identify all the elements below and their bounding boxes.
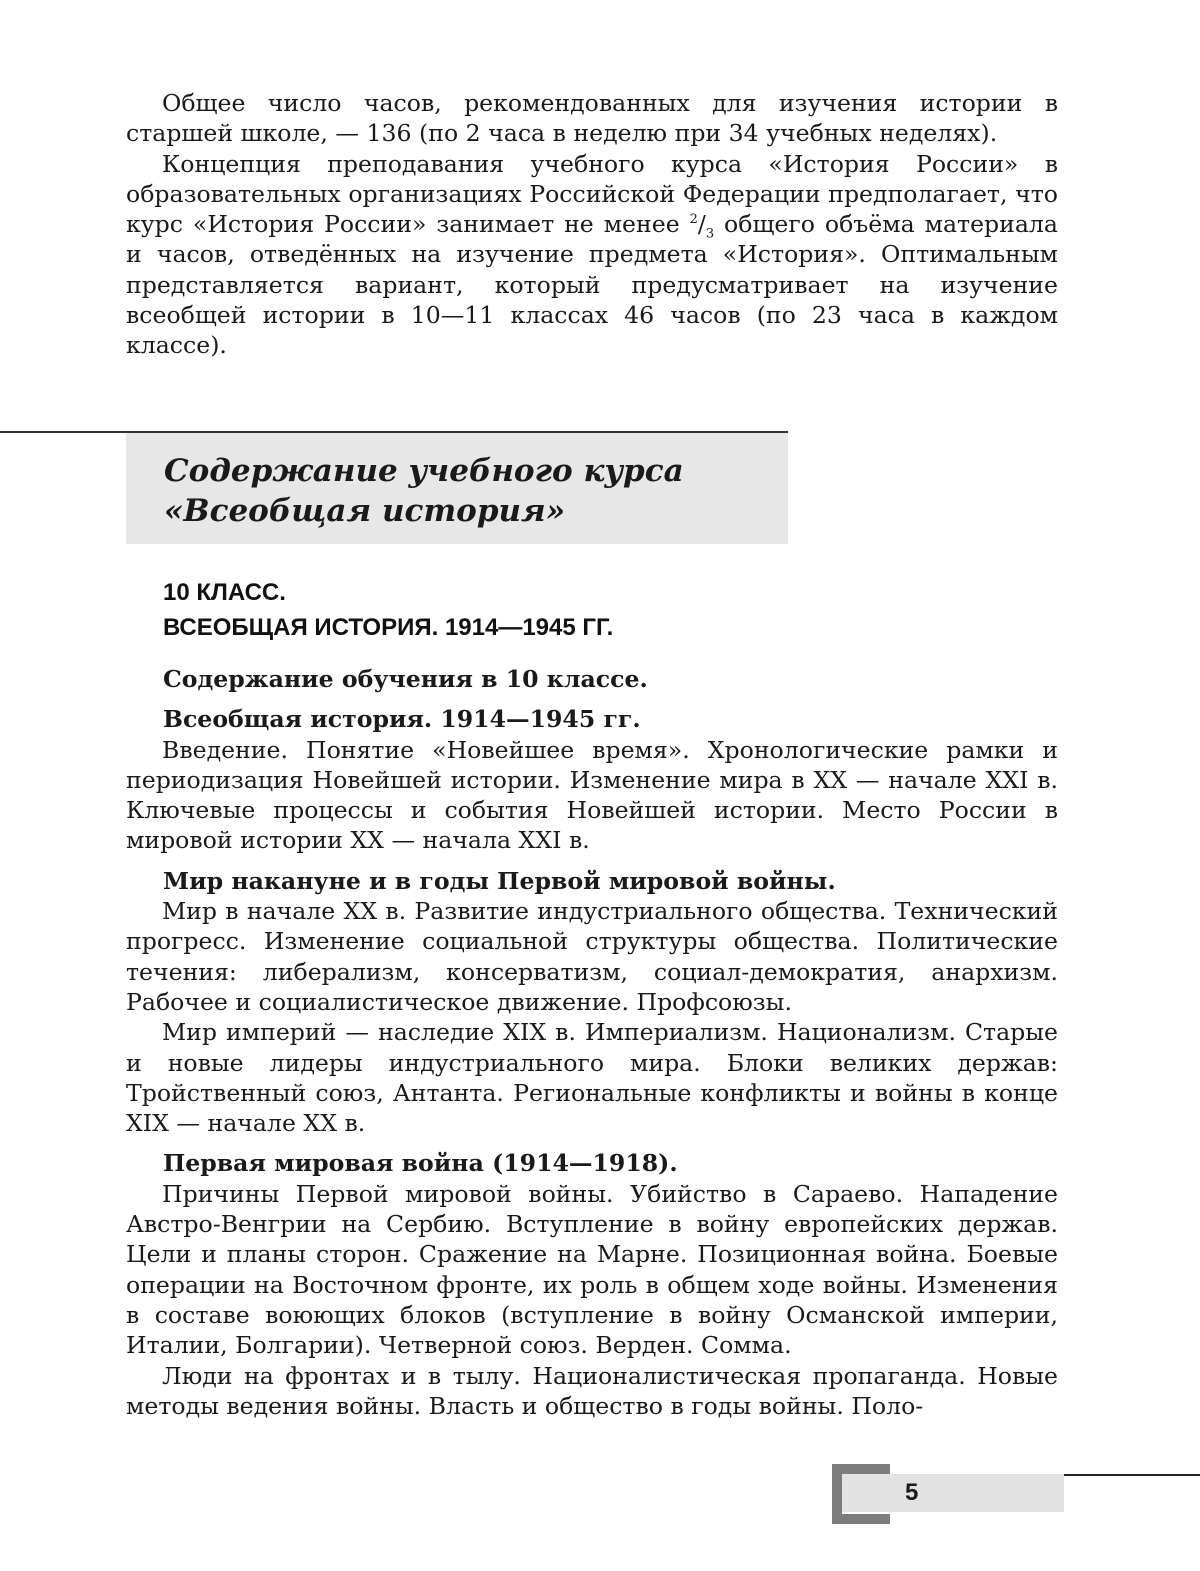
fraction-numerator: 2 <box>689 212 698 228</box>
intro-paragraph-hours: Общее число часов, рекомендованных для изучения истории в старшей школе, — 136 (по 2 часа в неделю при 34 учебных неделях). <box>126 89 1058 148</box>
grade-heading <box>163 575 613 645</box>
paragraph-war-causes: Причины Первой мировой войны. Убийство в Сараево. Нападение Австро-Венгрии на Сербию. Вступление в войну европейских держав. Цели и планы сторон. Сражение на Марне. Позиционная война. Боевые операции на Восточном фронте, их роль в общем ходе войны. Изменения в составе воюющих блоков (вступление в войну Османской империи, Италии, Болгарии). Четверной союз. Верден. Сомма. <box>126 1179 1058 1360</box>
paragraph-world-of-empires: Мир империй — наследие XIX в. Империализм. Национализм. Старые и новые лидеры индустриального мира. Блоки великих держав: Тройственный союз, Антанта. Региональные конфликты и войны в конце XIX — начале XX в. <box>126 1018 1058 1138</box>
heading-general-history: Всеобщая история. 1914—1945 гг. <box>163 705 641 734</box>
grade-heading-line-2: ВСЕОБЩАЯ ИСТОРИЯ. 1914—1945 ГГ. <box>163 614 614 641</box>
heading-world-before-ww1: Мир накануне и в годы Первой мировой войны. <box>163 866 836 895</box>
page-number: 5 <box>905 1479 919 1506</box>
concept-text-start: Концепция преподавания учебного курса «История России» в образовательных организациях Российской Федерации предполагает, что курс «История России» занимает не менее <box>126 149 1058 239</box>
page-number-bracket <box>832 1464 890 1524</box>
section-title-line-2: «Всеобщая история» <box>164 493 566 529</box>
heading-content-grade-10: Содержание обучения в 10 классе. <box>163 665 648 693</box>
paragraph-people-at-war: Люди на фронтах и в тылу. Националистическая пропаганда. Новые методы ведения войны. Власть и общество в годы войны. Поло- <box>126 1361 1058 1420</box>
paragraph-world-early-xx: Мир в начале XX в. Развитие индустриального общества. Технический прогресс. Изменение социальной структуры общества. Политические течения: либерализм, консерватизм, социал-демократия, анархизм. Рабочее и социалистическое движение. Профсоюзы. <box>126 897 1058 1016</box>
section-header-box <box>126 433 788 544</box>
intro-paragraph-concept: Концепция преподавания учебного курса «История России» в образовательных организациях Российской Федерации предполагает, что курс «История России» занимает не менее $^2/_3$ общего объёма материала и часов, отведённых на изучение предмета «История». Оптимальным представляется вариант, который предусматривает на изучение всеобщей истории в 10—11 классах 46 часов (по 23 часа в каждом классе). <box>126 149 1058 360</box>
section-title-line-1: Содержание учебного курса <box>164 453 684 489</box>
concept-text-end: общего объёма материала и часов, отведённых на изучение предмета «История». Оптимальным представляется вариант, который предусматривает на изучение всеобщей истории в 10—11 классах 46 часов (по 23 часа в каждом классе). <box>126 210 1058 360</box>
heading-first-world-war: Первая мировая война (1914—1918). <box>163 1149 678 1178</box>
intro-text <box>126 88 1058 361</box>
grade-heading-line-1: 10 КЛАСС. <box>163 579 286 606</box>
course-content <box>126 664 1058 1421</box>
paragraph-introduction: Введение. Понятие «Новейшее время». Хронологические рамки и периодизация Новейшей истории. Изменение мира в XX — начале XXI в. Ключевые процессы и события Новейшей истории. Место России в мировой истории XX — начала XXI в. <box>126 735 1058 855</box>
fraction-denominator: 3 <box>705 226 715 242</box>
